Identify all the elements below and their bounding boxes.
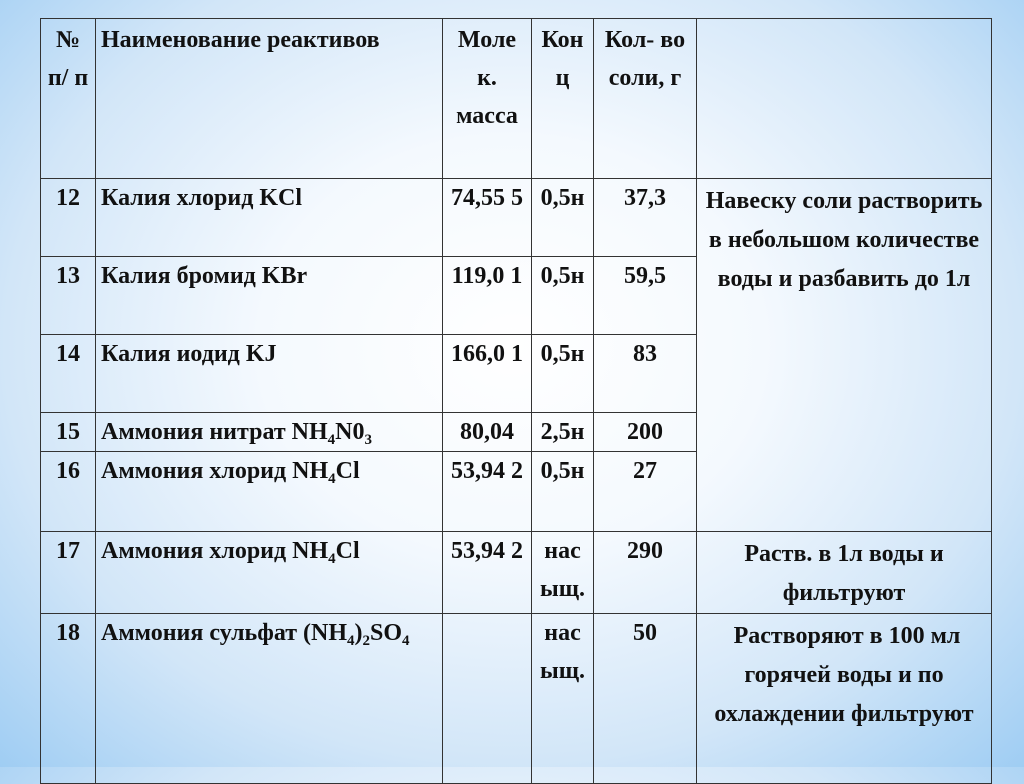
row-mass: 53,94 2 xyxy=(443,452,532,532)
row-name: Аммония хлорид $NH_4Cl$ xyxy=(96,452,443,532)
row-name: Аммония хлорид $NH_4Cl$ xyxy=(96,532,443,614)
table-row xyxy=(41,614,992,784)
row-qty: 200 xyxy=(594,413,697,452)
table-row xyxy=(41,532,992,614)
row-qty: 59,5 xyxy=(594,257,697,335)
row-name: Калия иодид KJ xyxy=(96,335,443,413)
row-name: Калия хлорид KCl xyxy=(96,179,443,257)
row-mass xyxy=(443,614,532,784)
row-num: 16 xyxy=(41,452,96,532)
row-name: Калия бромид KBr xyxy=(96,257,443,335)
row-conc: 0,5н xyxy=(532,179,594,257)
group-note: Навеску соли растворить в небольшом количестве воды и разбавить до 1л xyxy=(697,179,992,532)
header-conc: Кон ц xyxy=(532,19,594,179)
row-num: 15 xyxy=(41,413,96,452)
row-name: Аммония нитрат $NH_4N0_3$ xyxy=(96,413,443,452)
row-conc: нас ыщ. xyxy=(532,614,594,784)
row-conc: нас ыщ. xyxy=(532,532,594,614)
header-note xyxy=(697,19,992,179)
row-name: Аммония сульфат $(NH_4)_2SO_4$ xyxy=(96,614,443,784)
header-mass: Моле к. масса xyxy=(443,19,532,179)
row-note: Раств. в 1л воды и фильтруют xyxy=(697,532,992,614)
row-num: 17 xyxy=(41,532,96,614)
row-conc: 0,5н xyxy=(532,257,594,335)
table-header-row xyxy=(41,19,992,179)
header-num: № п/ п xyxy=(41,19,96,179)
row-qty: 37,3 xyxy=(594,179,697,257)
row-qty: 83 xyxy=(594,335,697,413)
row-mass: 166,0 1 xyxy=(443,335,532,413)
row-mass: 74,55 5 xyxy=(443,179,532,257)
header-name: Наименование реактивов xyxy=(96,19,443,179)
row-qty: 27 xyxy=(594,452,697,532)
row-mass: 119,0 1 xyxy=(443,257,532,335)
row-num: 12 xyxy=(41,179,96,257)
row-conc: 0,5н xyxy=(532,452,594,532)
row-note: Растворяют в 100 мл горячей воды и по охлаждении фильтруют xyxy=(697,614,992,784)
header-qty: Кол- во соли, г xyxy=(594,19,697,179)
row-conc: 2,5н xyxy=(532,413,594,452)
row-num: 13 xyxy=(41,257,96,335)
row-num: 14 xyxy=(41,335,96,413)
row-mass: 80,04 xyxy=(443,413,532,452)
row-qty: 290 xyxy=(594,532,697,614)
row-num: 18 xyxy=(41,614,96,784)
row-conc: 0,5н xyxy=(532,335,594,413)
reagents-table xyxy=(40,18,992,784)
row-mass: 53,94 2 xyxy=(443,532,532,614)
row-qty: 50 xyxy=(594,614,697,784)
table-row xyxy=(41,179,992,257)
